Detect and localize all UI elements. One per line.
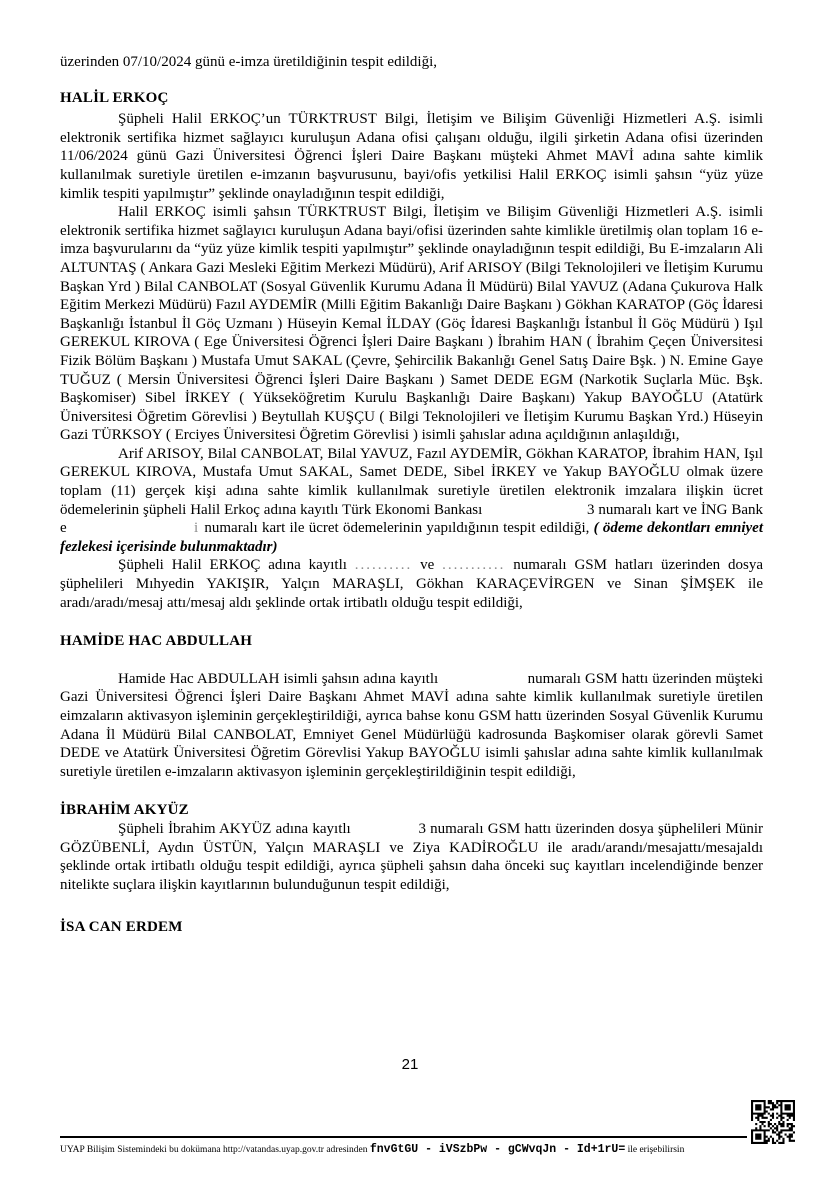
paragraph-ibrahim-1: Şüpheli İbrahim AKYÜZ adına kayıtlı 3 numaralı GSM hattı üzerinden dosya şüphelileri Münir GÖZÜBENLİ, Aydın ÜSTÜN, Yalçın MARAŞLI ve Ziya KADİROĞLU ile aradı/arandı/mesajattı/mesajaldı şeklinde ortak irtibatlı olduğu tespit edildiği, ayrıca şüpheli şahsın daha önceki suç kayıtları incelendiğinde benzer nitelikte suçlara ilişkin kayıtlarının bulunduğunun tespit edildiği, (60, 820, 764, 893)
footer (60, 1143, 770, 1156)
section-heading-ibrahim-akyuz: İBRAHİM AKYÜZ (60, 802, 189, 819)
paragraph-halil-2: Halil ERKOÇ isimli şahsın TÜRKTRUST Bilgi, İletişim ve Bilişim Güvenliği Hizmetleri A.Ş. isimli elektronik sertifika hizmet sağlayıcı kuruluşun Adana bayi/ofisi üzerinden sahte kimlikle üretilmiş olan toplam 16 e-imza başvurularını da “yüz yüze kimlik tespiti yapılmıştır” şeklinde onayladığının tespit edildiği, Bu E-imzaların Ali ALTUNTAŞ ( Ankara Gazi Mesleki Eğitim Merkezi Müdürü), Arif ARISOY (Bilgi Teknolojileri ve İletişim Kurumu Başkan Yrd ) Bilal CANBOLAT (Sosyal Güvenlik Kurumu Adana İl Müdürü) Bilal YAVUZ (Adana Çukurova Halk Eğitim Merkezi Müdürü) Fazıl AYDEMİR (Milli Eğitim Bakanlığı Daire Başkanı ) Gökhan KARATOP (Göç İdaresi Başkanlığı İstanbul İl Göç Uzmanı ) Hüseyin Kemal İLDAY (Göç İdaresi Başkanlığı İstanbul İl Göç Müdürü ) Işıl GEREKUL KIROVA ( Ege Üniversitesi Öğrenci İşleri Daire Başkanı ) İbrahim HAN ( İbrahim Çeçen Üniversitesi Fizik Bölüm Başkanı ) Mustafa Umut SAKAL (Çevre, Şehircilik Bakanlığı Genel Satış Daire Bşk. ) N. Emine Gaye TUĞUZ ( Mersin Üniversitesi Öğrenci İşleri Daire Başkanı ) Samet DEDE EGM (Narkotik Suçlarla Müc. Bşk. Başkomiser) Sibel İRKEY ( Yükseköğretim Kurulu Başkanlığı Daire Başkanı) Yakup BAYOĞLU (Atatürk Üniversitesi Öğretim Görevlisi ) Beytullah KUŞÇU ( Bilgi Teknolojileri ve İletişim Kurumu Başkan Yrd.) Hüseyin Gazi TÜRKSOY ( Erciyes Üniversitesi Öğretim Görevlisi ) isimli şahıslar adına açıldığının anlaşıldığı, (60, 204, 763, 444)
paragraph-halil-4: Şüpheli Halil ERKOÇ adına kayıtlı .......... ve ........... numaralı GSM hatları üzerinden dosya şüphelileri Mıhyedin YAKIŞIR, Yalçın MARAŞLI, Gökhan KARAÇEVİRGEN ve Sinan ŞİMŞEK ile aradı/aradı/mesaj attı/mesaj aldı şeklinde ortak irtibatlı olduğu tespit edildiği, (60, 557, 763, 611)
paragraph-halil-3: Arif ARISOY, Bilal CANBOLAT, Bilal YAVUZ, Fazıl AYDEMİR, Gökhan KARATOP, İbrahim HAN, Işıl GEREKUL KIROVA, Mustafa Umut SAKAL, Samet DEDE, Sibel İRKEY ve Yakup BAYOĞLU olmak üzere toplam (11) gerçek kişi adına sahte kimlik kullanılmak suretiyle üretilen elektronik imzalara ilişkin ücret ödemelerinin şüpheli Halil Erkoç adına kayıtlı Türk Ekonomi Bankası 3 numaralı kart ve İNG Bank e i numaralı kart ile ücret ödemelerinin yapıldığının tespit edildiği, ( ödeme dekontları emniyet fezlekesi içerisinde bulunmaktadır) (60, 445, 764, 555)
qr-code-icon (751, 1100, 795, 1144)
section-heading-hamide-hac-abdullah: HAMİDE HAC ABDULLAH (60, 633, 253, 650)
footer-url: http://vatandas.uyap.gov.tr (223, 1145, 324, 1155)
continuation-text: üzerinden 07/10/2024 günü e-imza üretildiğinin tespit edildiği, (60, 54, 438, 70)
document-body (60, 53, 763, 937)
section-heading-halil-erkoc: HALİL ERKOÇ (60, 89, 169, 106)
footer-divider (60, 1136, 747, 1138)
section-heading-isa-can-erdem: İSA CAN ERDEM (60, 919, 183, 936)
page-number: 21 (401, 1056, 419, 1073)
footer-text-suffix: ile erişebilirsin (627, 1145, 685, 1155)
paragraph-hamide-1: Hamide Hac ABDULLAH isimli şahsın adına kayıtlı numaralı GSM hattı üzerinden müşteki Gazi Üniversitesi Öğrenci İşleri Daire Başkanı Ahmet MAVİ adına sahte kimlik kullanılmak suretiyle üretilen eimzaların aktivasyon işleminin gerçekleştirildiği, ayrıca bahse konu GSM hattı üzerinden Sosyal Güvenlik Kurumu Adana İl Müdürü Bilal CANBOLAT, Emniyet Genel Müdürlüğü kadrosunda Başkomiser olarak görevli Samet DEDE ve Atatürk Üniversitesi Öğretim Görevlisi Yakup BAYOĞLU isimli şahıslar adına sahte kimlik kullanılmak suretiyle üretilen e-imzaların aktivasyon işleminin gerçekleştirildiğinin tespit edildiği, (60, 670, 764, 780)
footer-text-middle: adresinden (326, 1145, 368, 1155)
paragraph-halil-1: Şüpheli Halil ERKOÇ’un TÜRKTRUST Bilgi, İletişim ve Bilişim Güvenliği Hizmetleri A.Ş. isimli elektronik sertifika hizmet sağlayıcı kuruluşun Adana ofisi çalışanı olduğu, ilgili şirketin Adana ofisi üzerinden 11/06/2024 günü Gazi Üniversitesi Öğrenci İşleri Daire Başkanı müşteki Ahmet MAVİ adına sahte kimlik kullanılmak suretiyle üretilen e-imzanın başvurusunu, bayi/ofis yetkilisi Halil ERKOÇ isimli şahsın “yüz yüze kimlik tespiti yapılmıştır” şeklinde onayladığının tespit edildiği, (60, 111, 763, 202)
footer-access-code: fnvGtGU - iVSzbPw - gCWvqJn - Id+1rU= (369, 1143, 626, 1156)
footer-text-prefix: UYAP Bilişim Sistemindeki bu dokümana (60, 1145, 221, 1155)
